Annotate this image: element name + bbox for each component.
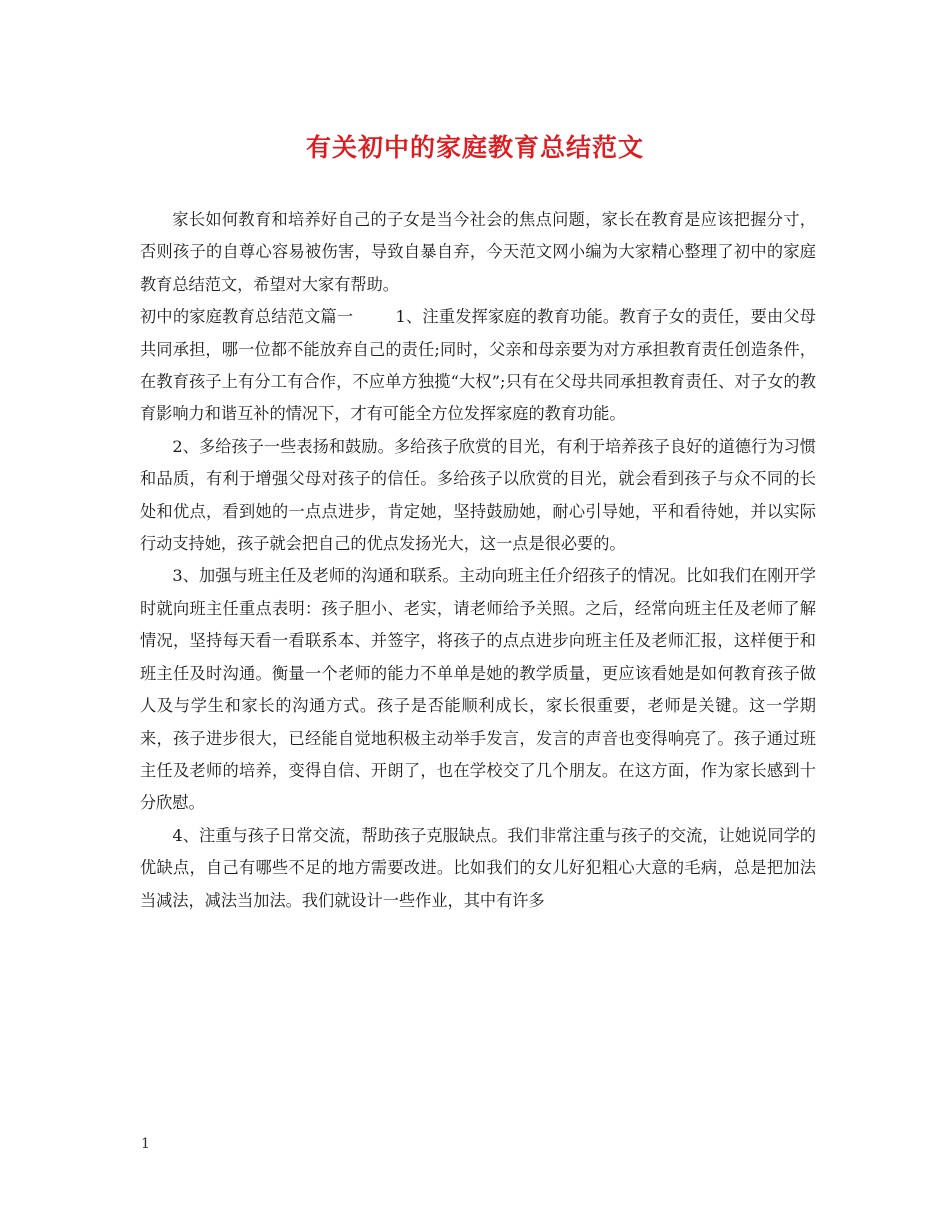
- page-number: 1: [141, 1136, 150, 1152]
- point-1-text: 1、注重发挥家庭的教育功能。教育子女的责任，要由父母共同承担，哪一位都不能放弃自己的责任;同时，父亲和母亲要为对方承担教育责任创造条件，在教育孩子上有分工有合作，不应单方独揽“大权”;只有在父母共同承担教育责任、对子女的教育影响力和谐互补的情况下，才有可能全方位发挥家庭的教育功能。: [140, 307, 816, 424]
- document-body: [140, 204, 816, 917]
- point-4-paragraph: 4、注重与孩子日常交流，帮助孩子克服缺点。我们非常注重与孩子的交流，让她说同学的优缺点，自己有哪些不足的地方需要改进。比如我们的女儿好犯粗心大意的毛病，总是把加法当减法，减法当加法。我们就设计一些作业，其中有许多: [140, 825, 816, 910]
- section-one-paragraph: [140, 301, 816, 431]
- point-2-paragraph: 2、多给孩子一些表扬和鼓励。多给孩子欣赏的目光，有利于培养孩子良好的道德行为习惯和品质，有利于增强父母对孩子的信任。多给孩子以欣赏的目光，就会看到孩子与众不同的长处和优点，看到她的一点点进步，肯定她，坚持鼓励她，耐心引导她，平和看待她，并以实际行动支持她，孩子就会把自己的优点发扬光大，这一点是很必要的。: [140, 436, 816, 554]
- intro-paragraph: 家长如何教育和培养好自己的子女是当今社会的焦点问题，家长在教育是应该把握分寸，否则孩子的自尊心容易被伤害，导致自暴自弃，今天范文网小编为大家精心整理了初中的家庭教育总结范文，希望对大家有帮助。: [140, 210, 816, 294]
- section-heading: 初中的家庭教育总结范文篇一: [140, 307, 354, 327]
- point-3-paragraph: 3、加强与班主任及老师的沟通和联系。主动向班主任介绍孩子的情况。比如我们在刚开学时就向班主任重点表明：孩子胆小、老实，请老师给予关照。之后，经常向班主任及老师了解情况，坚持每天看一看联系本、并签字，将孩子的点点进步向班主任及老师汇报，这样便于和班主任及时沟通。衡量一个老师的能力不单单是她的教学质量，更应该看她是如何教育孩子做人及与学生和家长的沟通方式。孩子是否能顺利成长，家长很重要，老师是关键。这一学期来，孩子进步很大，已经能自觉地积极主动举手发言，发言的声音也变得响亮了。孩子通过班主任及老师的培养，变得自信、开朗了，也在学校交了几个朋友。在这方面，作为家长感到十分欣慰。: [140, 566, 816, 813]
- document-title: 有关初中的家庭教育总结范文: [305, 133, 644, 162]
